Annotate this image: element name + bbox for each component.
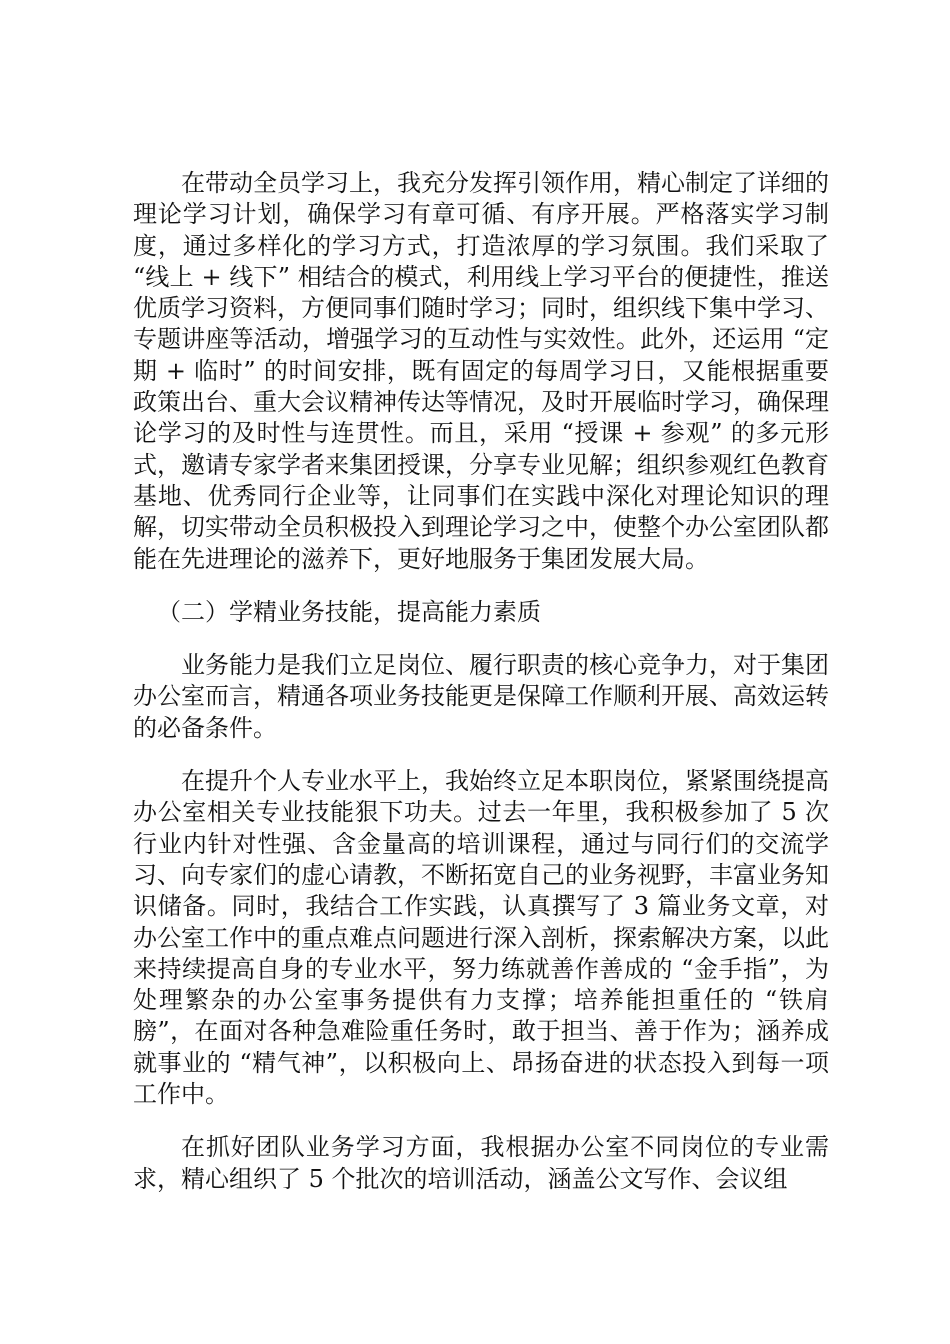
paragraph-business-ability: 业务能力是我们立足岗位、履行职责的核心竞争力，对于集团办公室而言，精通各项业务技能更是保障工作顺利开展、高效运转的必备条件。 [133, 651, 829, 742]
section-heading-business-skills: （二）学精业务技能，提高能力素质 [157, 597, 541, 626]
paragraph-team-training: 在抓好团队业务学习方面，我根据办公室不同岗位的专业需求，精心组织了 5 个批次的培训活动，涵盖公文写作、会议组 [133, 1133, 829, 1193]
document-body [133, 168, 829, 1217]
paragraph-study-leadership: 在带动全员学习上，我充分发挥引领作用，精心制定了详细的理论学习计划，确保学习有章可循、有序开展。严格落实学习制度，通过多样化的学习方式，打造浓厚的学习氛围。我们采取了 “线上 + 线下” 相结合的模式，利用线上学习平台的便捷性，推送优质学习资料，方便同事们随时学习；同时，组织线下集中学习、专题讲座等活动，增强学习的互动性与实效性。此外，还运用 “定期 + 临时” 的时间安排，既有固定的每周学习日，又能根据重要政策出台、重大会议精神传达等情况，及时开展临时学习，确保理论学习的及时性与连贯性。而且，采用 “授课 + 参观” 的多元形式，邀请专家学者来集团授课，分享专业见解；组织参观红色教育基地、优秀同行企业等，让同事们在实践中深化对理论知识的理解，切实带动全员积极投入到理论学习之中，使整个办公室团队都能在先进理论的滋养下，更好地服务于集团发展大局。 [133, 169, 829, 573]
paragraph-personal-skills: 在提升个人专业水平上，我始终立足本职岗位，紧紧围绕提高办公室相关专业技能狠下功夫。过去一年里，我积极参加了 5 次行业内针对性强、含金量高的培训课程，通过与同行们的交流学习、向专家们的虚心请教，不断拓宽自己的业务视野，丰富业务知识储备。同时，我结合工作实践，认真撰写了 3 篇业务文章，对办公室工作中的重点难点问题进行深入剖析，探索解决方案，以此来持续提高自身的专业水平，努力练就善作善成的 “金手指”，为处理繁杂的办公室事务提供有力支撑；培养能担重任的 “铁肩膀”，在面对各种急难险重任务时，敢于担当、善于作为；涵养成就事业的 “精气神”，以积极向上、昂扬奋进的状态投入到每一项工作中。 [133, 767, 829, 1109]
